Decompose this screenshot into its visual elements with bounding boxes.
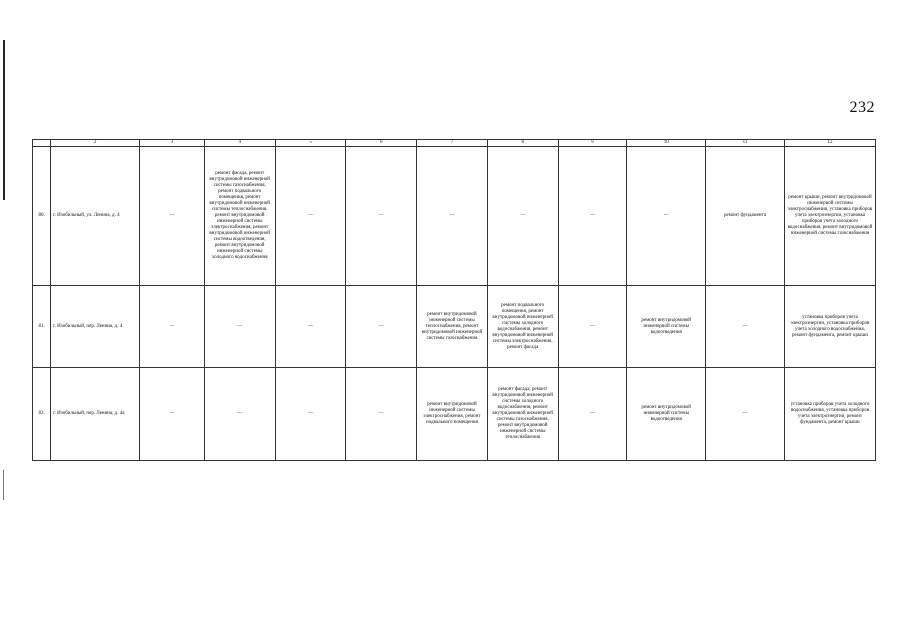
row-number: 80. xyxy=(33,147,51,286)
table-cell: — xyxy=(558,147,627,286)
column-number: 4 xyxy=(204,140,275,147)
row-address: г. Изобильный, пер. Ленина, д. 4а xyxy=(51,368,140,461)
table-row xyxy=(33,147,876,286)
table-cell: — xyxy=(140,147,205,286)
table-cell: — xyxy=(558,368,627,461)
row-address: г. Изобильный, ул. Ленина, д. 4 xyxy=(51,147,140,286)
column-number: 8 xyxy=(487,140,558,147)
table-cell: ремонт внутридомовой инженерной системы теплоснабжения, ремонт внутридомовой инженерной системы газоснабжения xyxy=(417,286,488,368)
table-cell: ремонт внутридомовой инженерной системы электроснабжения, ремонт подвального помещения xyxy=(417,368,488,461)
column-number: 6 xyxy=(346,140,417,147)
table-cell: — xyxy=(627,147,706,286)
page-number: 232 xyxy=(849,99,875,116)
table-cell: — xyxy=(706,368,785,461)
table-cell: ремонт внутридомовой инженерной системы водоотведения xyxy=(627,286,706,368)
column-number-row xyxy=(33,140,876,147)
column-number: 9 xyxy=(558,140,627,147)
table-cell: ремонт фундамента xyxy=(706,147,785,286)
table-cell: — xyxy=(140,368,205,461)
table-cell: ремонт фасада, ремонт внутридомовой инженерной системы холодного водоснабжения, ремонт внутридомовой инженерной системы газоснабжения, ремонт внутридомовой инженерной системы теплоснабжения xyxy=(487,368,558,461)
table-cell: — xyxy=(204,368,275,461)
table-cell: — xyxy=(487,147,558,286)
table-cell: установка приборов учета холодного водоснабжения, установка приборов учета электроэнергии, ремонт фундамента, ремонт крыши xyxy=(784,368,875,461)
column-number: 10 xyxy=(627,140,706,147)
column-number: 7 xyxy=(417,140,488,147)
table-cell: — xyxy=(275,368,346,461)
column-number: 2 xyxy=(51,140,140,147)
table-cell: — xyxy=(275,286,346,368)
table-cell: установка приборов учета электроэнергии, установка приборов учета холодного водоснабжения, ремонт фундамента, ремонт крыши xyxy=(784,286,875,368)
row-address: г. Изобильный, пер. Ленина, д. 4 xyxy=(51,286,140,368)
table-cell: ремонт внутридомовой инженерной системы водоотведения xyxy=(627,368,706,461)
table-row xyxy=(33,368,876,461)
scan-edge-line xyxy=(3,470,4,500)
table-cell: — xyxy=(706,286,785,368)
row-number: 82. xyxy=(33,368,51,461)
repair-schedule-table xyxy=(32,139,876,461)
table-cell: ремонт крыши, ремонт внутридомовой инженерной системы электроснабжения, установка приборов учета электроэнергии, установка приборов учета холодного водоснабжения, ремонт внутридомовой инженерной системы газоснабжения xyxy=(784,147,875,286)
table-cell: ремонт фасада, ремонт внутридомовой инженерной системы газоснабжения, ремонт подвального помещения, ремонт внутридомовой инженерной системы теплоснабжения, ремонт внутридомовой инженерной системы электроснабжения, ремонт внутридомовой инженерной системы водоотведения, ремонт внутридомовой инженерной системы холодного водоснабжения xyxy=(204,147,275,286)
column-number: 11 xyxy=(706,140,785,147)
table-cell: — xyxy=(204,286,275,368)
table-cell: — xyxy=(346,368,417,461)
table-cell: — xyxy=(140,286,205,368)
column-number: 5 xyxy=(275,140,346,147)
table-row xyxy=(33,286,876,368)
table-cell: — xyxy=(346,286,417,368)
column-number xyxy=(33,140,51,147)
table-cell: — xyxy=(346,147,417,286)
row-number: 81. xyxy=(33,286,51,368)
column-number: 12 xyxy=(784,140,875,147)
table-cell: ремонт подвального помещения, ремонт внутридомовой инженерной системы холодного водоснабжения, ремонт внутридомовой инженерной системы электроснабжения, ремонт фасада xyxy=(487,286,558,368)
scan-edge-line xyxy=(3,40,5,200)
table-cell: — xyxy=(275,147,346,286)
table-cell: — xyxy=(558,286,627,368)
column-number: 3 xyxy=(140,140,205,147)
table-cell: — xyxy=(417,147,488,286)
